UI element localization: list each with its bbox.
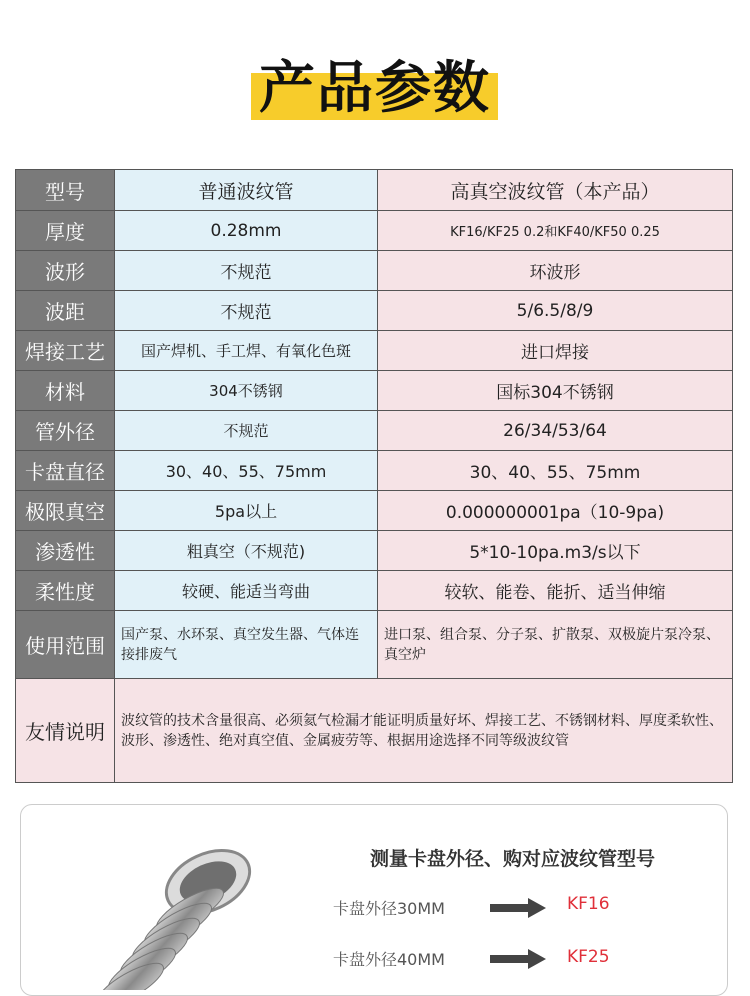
row-label: 渗透性 <box>16 531 115 571</box>
row-col1: 30、40、55、75mm <box>115 451 378 491</box>
row-col2: 0.000000001pa（10-9pa) <box>378 491 733 531</box>
row-col1: 0.28mm <box>115 211 378 251</box>
row-col1: 国产焊机、手工焊、有氧化色斑 <box>115 331 378 371</box>
row-label: 使用范围 <box>16 611 115 679</box>
model-kf-label: KF16 <box>567 894 610 914</box>
model-kf-label: KF25 <box>567 947 610 967</box>
row-col2: 进口焊接 <box>378 331 733 371</box>
row-col2: 26/34/53/64 <box>378 411 733 451</box>
table-row <box>16 611 733 679</box>
row-col2: 30、40、55、75mm <box>378 451 733 491</box>
row-col1: 国产泵、水环泵、真空发生器、气体连接排废气 <box>115 611 378 679</box>
table-row <box>16 411 733 451</box>
table-row <box>16 291 733 331</box>
table-row <box>16 491 733 531</box>
measure-title: 测量卡盘外径、购对应波纹管型号 <box>370 848 656 870</box>
arrow-right-icon <box>490 949 546 969</box>
row-col1: 5pa以上 <box>115 491 378 531</box>
row-col1: 不规范 <box>115 411 378 451</box>
header-col2: 高真空波纹管（本产品） <box>378 170 733 211</box>
row-col1: 较硬、能适当弯曲 <box>115 571 378 611</box>
measure-label: 卡盘外径40MM <box>333 950 445 969</box>
header-label: 型号 <box>16 170 115 211</box>
table-row <box>16 371 733 411</box>
row-col2: 较软、能卷、能折、适当伸缩 <box>378 571 733 611</box>
row-label: 材料 <box>16 371 115 411</box>
row-label: 焊接工艺 <box>16 331 115 371</box>
table-row <box>16 251 733 291</box>
row-col1: 不规范 <box>115 291 378 331</box>
row-col2: 5*10-10pa.m3/s以下 <box>378 531 733 571</box>
table-header-row <box>16 170 733 211</box>
row-label: 管外径 <box>16 411 115 451</box>
row-col1: 不规范 <box>115 251 378 291</box>
table-row <box>16 331 733 371</box>
measure-label: 卡盘外径30MM <box>333 899 445 918</box>
table-row <box>16 531 733 571</box>
row-label: 柔性度 <box>16 571 115 611</box>
row-col2: 国标304不锈钢 <box>378 371 733 411</box>
row-col2: 5/6.5/8/9 <box>378 291 733 331</box>
title-section <box>0 0 750 140</box>
page-title: 产品参数 <box>259 56 491 121</box>
note-row <box>16 679 733 783</box>
row-label: 厚度 <box>16 211 115 251</box>
row-label: 波距 <box>16 291 115 331</box>
row-col1: 粗真空（不规范) <box>115 531 378 571</box>
row-label: 极限真空 <box>16 491 115 531</box>
table-row <box>16 451 733 491</box>
table-row <box>16 571 733 611</box>
row-label: 卡盘直径 <box>16 451 115 491</box>
row-label: 波形 <box>16 251 115 291</box>
bellows-pipe-image <box>40 830 290 990</box>
table-row <box>16 211 733 251</box>
spec-table <box>15 169 733 783</box>
row-col2: KF16/KF25 0.2和KF40/KF50 0.25 <box>378 211 733 251</box>
note-label: 友情说明 <box>16 679 115 783</box>
arrow-right-icon <box>490 898 546 918</box>
row-col2: 环波形 <box>378 251 733 291</box>
row-col1: 304不锈钢 <box>115 371 378 411</box>
note-text: 波纹管的技术含量很高、必须氦气检漏才能证明质量好坏、焊接工艺、不锈钢材料、厚度柔软性、波形、渗透性、绝对真空值、金属疲劳等、根据用途选择不同等级波纹管 <box>115 679 733 783</box>
header-col1: 普通波纹管 <box>115 170 378 211</box>
row-col2: 进口泵、组合泵、分子泵、扩散泵、双极旋片泵冷泵、真空炉 <box>378 611 733 679</box>
